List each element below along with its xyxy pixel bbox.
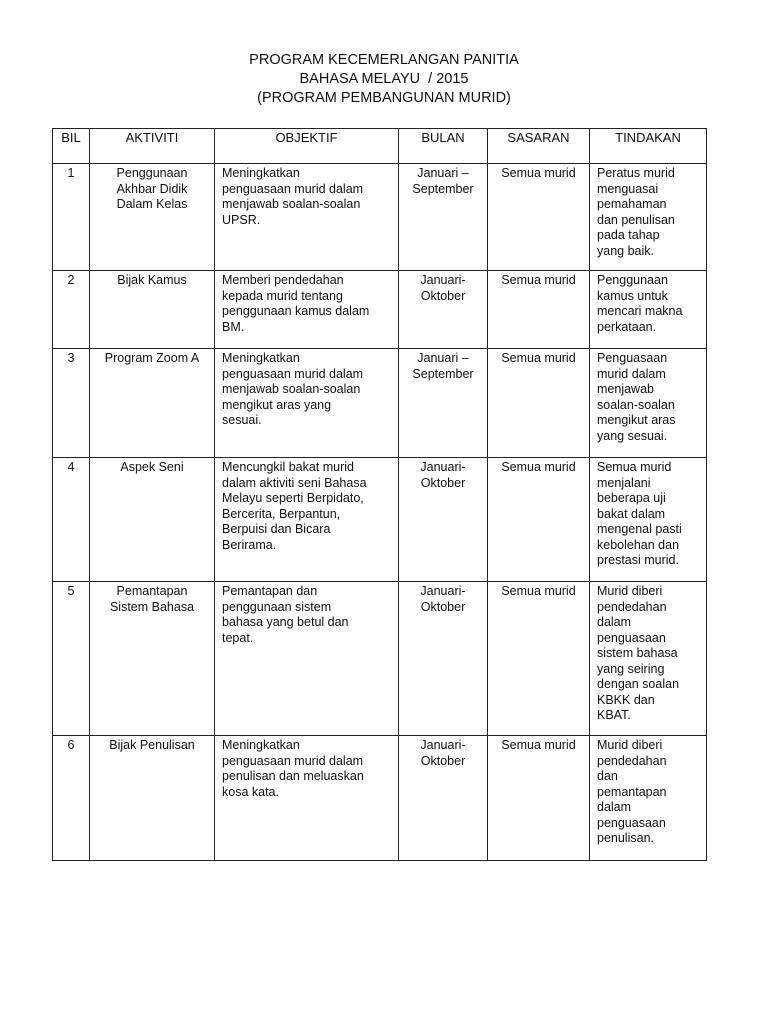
cell-bulan-text: Januari – September [412,351,474,381]
cell-sasaran-text: Semua murid [501,738,576,752]
cell-sasaran-text: Semua murid [501,351,576,365]
cell-bil [53,582,90,736]
cell-tindakan-text: Semua murid menjalani beberapa uji bakat dalam mengenal pasti kebolehan dan prestasi murid. [597,460,682,567]
cell-bulan [399,349,488,458]
cell-objektif [215,736,399,861]
cell-bil [53,164,90,271]
cell-tindakan-text: Murid diberi pendedahan dan pemantapan dalam penguasaan penulisan. [597,738,667,845]
cell-bulan-text: Januari- Oktober [420,584,466,614]
table-row [53,349,707,458]
table-row [53,458,707,582]
cell-aktiviti [90,736,215,861]
cell-aktiviti [90,271,215,349]
cell-tindakan [590,582,707,736]
document-title [0,51,768,108]
cell-sasaran [488,736,590,861]
cell-sasaran [488,164,590,271]
table-row [53,271,707,349]
cell-bil-text: 1 [67,166,75,180]
cell-tindakan [590,349,707,458]
cell-objektif [215,349,399,458]
title-line-2: BAHASA MELAYU / 2015 [299,71,469,87]
cell-objektif-text: Mencungkil bakat murid dalam aktiviti seni Bahasa Melayu seperti Berpidato, Bercerita, Berpantun, Berpuisi dan Bicara Berirama. [222,460,367,552]
table-row [53,582,707,736]
cell-aktiviti [90,582,215,736]
cell-objektif [215,582,399,736]
header-bulan: BULAN [399,129,488,164]
header-objektif: OBJEKTIF [215,129,399,164]
cell-tindakan [590,458,707,582]
cell-aktiviti-text: Pemantapan Sistem Bahasa [109,584,195,614]
cell-bil [53,271,90,349]
cell-bulan [399,458,488,582]
header-aktiviti: AKTIVITI [90,129,215,164]
cell-sasaran-text: Semua murid [501,166,576,180]
cell-bil [53,349,90,458]
title-line-3: (PROGRAM PEMBANGUNAN MURID) [257,90,511,106]
cell-objektif [215,164,399,271]
cell-aktiviti [90,349,215,458]
cell-tindakan-text: Penggunaan kamus untuk mencari makna perkataan. [597,273,683,334]
cell-tindakan [590,736,707,861]
program-table [52,128,707,861]
cell-aktiviti-text: Bijak Kamus [117,273,187,287]
cell-objektif-text: Meningkatkan penguasaan murid dalam menjawab soalan-soalan UPSR. [222,166,364,227]
header-sasaran: SASARAN [488,129,590,164]
cell-sasaran [488,458,590,582]
table-body [53,164,707,861]
cell-bil-text: 2 [67,273,75,287]
cell-bulan-text: Januari – September [412,166,474,196]
cell-bulan [399,164,488,271]
cell-bulan [399,582,488,736]
cell-objektif-text: Memberi pendedahan kepada murid tentang penggunaan kamus dalam BM. [222,273,370,334]
cell-bulan-text: Januari- Oktober [420,738,466,768]
table-header-row [53,129,707,164]
cell-aktiviti-text: Aspek Seni [120,460,184,474]
cell-aktiviti-text: Program Zoom A [104,351,200,365]
cell-tindakan [590,271,707,349]
cell-objektif-text: Pemantapan dan penggunaan sistem bahasa yang betul dan tepat. [222,584,349,645]
cell-bil-text: 4 [67,460,75,474]
cell-bil-text: 6 [67,738,75,752]
cell-sasaran-text: Semua murid [501,584,576,598]
cell-bil [53,736,90,861]
cell-bil-text: 5 [67,584,75,598]
header-bil: BIL [53,129,90,164]
header-tindakan: TINDAKAN [590,129,707,164]
cell-sasaran [488,271,590,349]
cell-aktiviti [90,458,215,582]
cell-aktiviti [90,164,215,271]
cell-sasaran-text: Semua murid [501,273,576,287]
cell-sasaran [488,582,590,736]
cell-bil-text: 3 [67,351,75,365]
cell-tindakan-text: Penguasaan murid dalam menjawab soalan-soalan mengikut aras yang sesuai. [597,351,676,443]
cell-bulan [399,271,488,349]
cell-aktiviti-text: Penggunaan Akhbar Didik Dalam Kelas [116,166,188,211]
cell-objektif-text: Meningkatkan penguasaan murid dalam menjawab soalan-soalan mengikut aras yang sesuai. [222,351,364,427]
cell-tindakan-text: Murid diberi pendedahan dalam penguasaan sistem bahasa yang seiring dengan soalan KBKK dan KBAT. [597,584,680,722]
table-row [53,736,707,861]
cell-bulan [399,736,488,861]
title-line-1: PROGRAM KECEMERLANGAN PANITIA [249,52,519,68]
cell-aktiviti-text: Bijak Penulisan [109,738,195,752]
cell-sasaran [488,349,590,458]
cell-objektif-text: Meningkatkan penguasaan murid dalam penulisan dan meluaskan kosa kata. [222,738,364,799]
cell-objektif [215,271,399,349]
cell-bulan-text: Januari- Oktober [420,460,466,490]
cell-bil [53,458,90,582]
cell-tindakan-text: Peratus murid menguasai pemahaman dan penulisan pada tahap yang baik. [597,166,675,258]
cell-bulan-text: Januari- Oktober [420,273,466,303]
cell-objektif [215,458,399,582]
table-row [53,164,707,271]
cell-tindakan [590,164,707,271]
cell-sasaran-text: Semua murid [501,460,576,474]
